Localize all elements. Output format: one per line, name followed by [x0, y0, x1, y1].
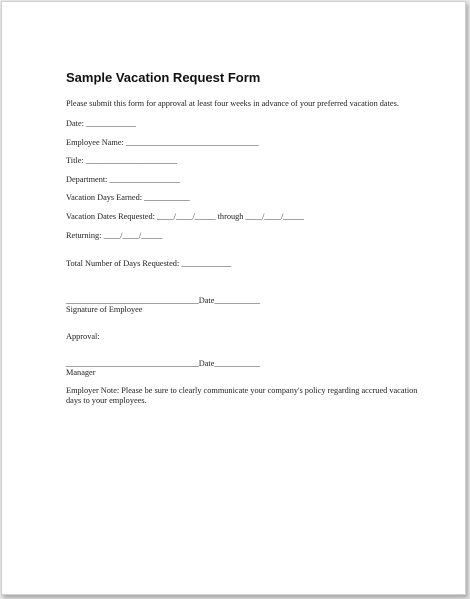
vacation-days-earned-field: Vacation Days Earned: ___________: [66, 193, 190, 202]
title-field: Title: ______________________: [66, 156, 178, 165]
employee-signature-line: ________________________________Date___________: [66, 296, 261, 305]
department-field: Department: _________________: [66, 175, 181, 184]
employer-note-line-2: days to your employees.: [66, 396, 147, 405]
employer-note-line-1: Employer Note: Please be sure to clearly communicate your company's policy regarding accrued vacation: [66, 386, 418, 395]
manager-label: Manager: [66, 368, 96, 377]
form-title: Sample Vacation Request Form: [66, 70, 261, 85]
approval-label: Approval:: [66, 332, 100, 341]
returning-field: Returning: ____/____/_____: [66, 231, 163, 240]
employee-signature-label: Signature of Employee: [66, 305, 143, 314]
vacation-dates-requested-field: Vacation Dates Requested: ____/____/_____ through ____/____/_____: [66, 212, 305, 221]
total-days-requested-field: Total Number of Days Requested: ____________: [66, 259, 232, 268]
instructions-text: Please submit this form for approval at least four weeks in advance of your preferred vacation dates.: [66, 99, 399, 108]
manager-signature-line: ________________________________Date___________: [66, 359, 261, 368]
employee-name-field: Employee Name: ________________________________: [66, 138, 259, 147]
document-page: [1, 1, 466, 595]
date-field: Date: ____________: [66, 119, 136, 128]
